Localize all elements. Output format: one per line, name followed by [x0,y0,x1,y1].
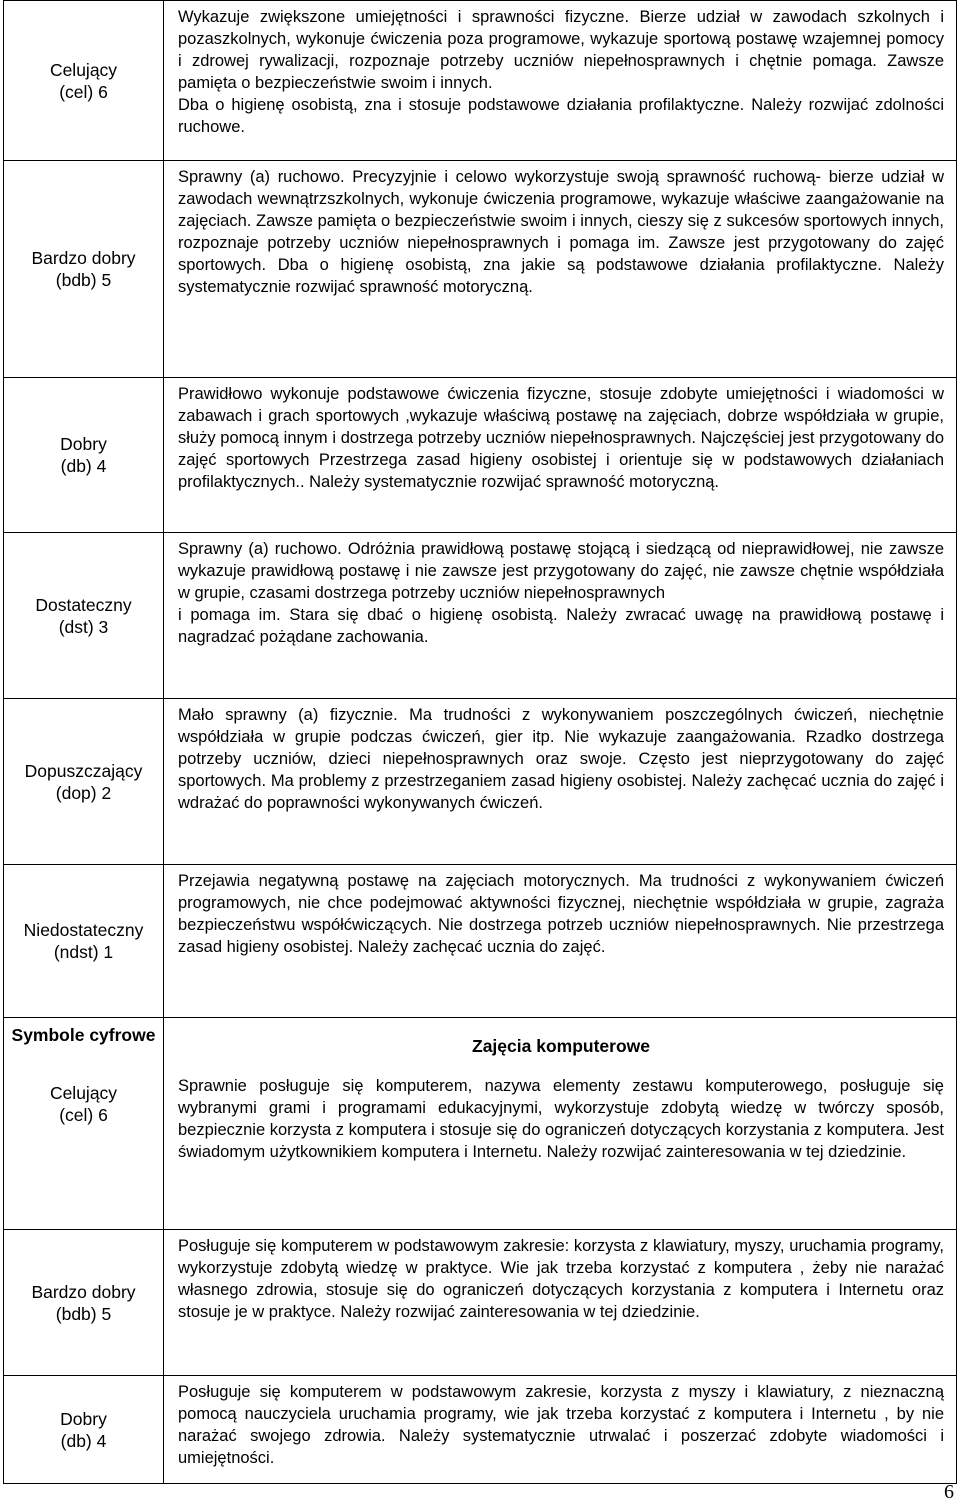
grade-abbreviation: (bdb) 5 [55,270,112,290]
grade-name: Bardzo dobry [31,1281,136,1302]
description-paragraph: Przejawia negatywną postawę na zajęciach motorycznych. Ma trudności z wykonywaniem ćwiczeń programowych, nie chce podejmować aktywności fizycznej, niechętnie współdziała w grupie, zagraża bezpieczeństwu współćwiczących. Nie dostrzega potrzeb uczniów niepełnosprawnych. Nie przestrzega zasad higieny osobistej. Należy zachęcać ucznia do zajęć. [178,872,944,956]
grade-cell [4,533,164,699]
grading-criteria-table [3,0,957,1484]
grade-name: Niedostateczny [23,920,144,940]
grade-cell [4,1,164,161]
symbol-column-header: Symbole cyfrowe [11,1025,156,1045]
table-row [4,1,957,161]
table-row [4,1230,957,1376]
description-paragraph: Prawidłowo wykonuje podstawowe ćwiczenia fizyczne, stosuje zdobyte umiejętności i wiadomości w zabawach i grach sportowych ,wykazuje właściwą postawę na zajęciach, dobrze współdziała w grupie, służy pomocą innym i dostrzega potrzeby uczniów niepełnosprawnych. Najczęściej jest przygotowany do zajęć sportowych Przestrzega zasad higieny osobistej i orientuje się w podstawowych działaniach profilaktycznych.. Należy systematycznie rozwijać sprawność motoryczną. [178,385,944,491]
grade-abbreviation: (dst) 3 [58,616,109,637]
description-paragraph: Sprawny (a) ruchowo. Precyzyjnie i celowo wykorzystuje swoją sprawność ruchową- bierze udział w zawodach wewnątrzszkolnych, wykonuje ćwiczenia programowe, wykazuje właściwe zaangażowanie na zajęciach. Zawsze pamięta o bezpieczeństwie swoim i innych, cieszy się z sukcesów sportowych innych, rozpoznaje potrzeby uczniów niepełnosprawnych i pomaga im. Zawsze jest przygotowany do zajęć sportowych. Dba o higienę osobistą, zna jakie są podstawowe działania profilaktyczne. Należy systematycznie rozwijać sprawność motoryczną. [178,168,944,296]
grade-name: Celujący [49,1083,118,1103]
table-row [4,865,957,1018]
grade-cell [4,1230,164,1376]
grade-name: Celujący [49,59,118,80]
grade-abbreviation: (cel) 6 [59,81,108,102]
grade-description [164,1,957,161]
grade-description [164,1018,957,1230]
description-paragraph: Mało sprawny (a) fizycznie. Ma trudności z wykonywaniem poszczególnych ćwiczeń, niechętnie współdziała w grupie podczas ćwiczeń, gier itp. Nie wykazuje zaangażowania. Rzadko dostrzega potrzeby uczniów, dzieci niepełnosprawnych oraz swoje. Często jest nieprzygotowany do zajęć sportowych. Ma problemy z przestrzeganiem zasad higieny osobistej. Należy zachęcać ucznia do zajęć i wdrażać do poprawności wykonywanych ćwiczeń. [178,706,944,812]
grade-abbreviation: (db) 4 [60,456,107,476]
page-number: 6 [944,1481,954,1503]
description-paragraph: Sprawnie posługuje się komputerem, nazywa elementy zestawu komputerowego, posługuje się wybranymi grami i programami edukacyjnymi, wykorzystuje zdobytą wiedzę w twórczy sposób, bezpiecznie korzysta z komputera i stosuje się do ograniczeń dotyczących korzystania z komputera. Jest świadomym użytkownikiem komputera i Internetu. Należy rozwijać zainteresowania w tej dziedzinie. [178,1077,944,1161]
grade-name: Dobry [60,1408,107,1429]
grade-cell [4,161,164,378]
grade-description [164,1376,957,1484]
description-paragraph: i pomaga im. Stara się dbać o higienę osobistą. Należy zwracać uwagę na prawidłową postawę i nagradzać pożądane zachowania. [178,606,944,646]
grade-abbreviation: (db) 4 [60,1430,107,1451]
grade-cell [4,699,164,865]
grade-cell [4,378,164,533]
grade-description [164,378,957,533]
grade-cell [4,865,164,1018]
grade-cell [4,1018,164,1230]
grade-name: Dostateczny [35,594,132,615]
grade-abbreviation: (dop) 2 [55,782,112,803]
section-title: Zajęcia komputerowe [472,1036,650,1056]
table-row [4,1018,957,1230]
grade-name: Bardzo dobry [31,248,136,268]
table-row [4,378,957,533]
grade-abbreviation: (cel) 6 [59,1105,108,1125]
grade-description [164,533,957,699]
description-paragraph: Sprawny (a) ruchowo. Odróżnia prawidłową postawę stojącą i siedzącą od nieprawidłowej, nie zawsze wykazuje prawidłową postawę i nie zawsze jest przygotowany do zajęć, nie zawsze chętnie współdziała w grupie, czasami dostrzega potrzeby uczniów niepełnosprawnych [178,540,944,602]
table-row [4,533,957,699]
description-paragraph: Wykazuje zwiększone umiejętności i sprawności fizyczne. Bierze udział w zawodach szkolnych i pozaszkolnych, wykonuje ćwiczenia poza programowe, wykazuje sportową postawę wzajemnej pomocy i zdrowej rywalizacji, rozpoznaje potrzeby uczniów niepełnosprawnych i chętnie pomaga. Zawsze pamięta o bezpieczeństwie swoim i innych. [178,8,944,92]
grade-description [164,1230,957,1376]
grade-abbreviation: (bdb) 5 [55,1303,112,1324]
grade-description [164,865,957,1018]
description-paragraph: Posługuje się komputerem w podstawowym zakresie, korzysta z myszy i klawiatury, z nieznaczną pomocą nauczyciela uruchamia programy, wie jak trzeba korzystać z komputera i Internetu , by nie narażać swojego zdrowia. Należy systematycznie utrwalać i poszerzać zdobyte wiadomości i umiejętności. [178,1383,944,1467]
table-row [4,1376,957,1484]
grade-abbreviation: (ndst) 1 [53,942,114,962]
grade-name: Dobry [60,434,107,454]
grade-description [164,161,957,378]
grade-name: Dopuszczający [24,760,143,781]
grade-description [164,699,957,865]
grade-cell [4,1376,164,1484]
description-paragraph: Posługuje się komputerem w podstawowym zakresie: korzysta z klawiatury, myszy, uruchamia programy, wykorzystuje zdobytą wiedzę w praktyce. Wie jak trzeba korzystać z komputera , żeby nie narażać własnego zdrowia, stosuje się do ograniczeń dotyczących korzystania z komputera i Internetu oraz stosuje je w praktyce. Należy rozwijać zainteresowania w tej dziedzinie. [178,1237,944,1321]
description-paragraph: Dba o higienę osobistą, zna i stosuje podstawowe działania profilaktyczne. Należy rozwijać zdolności ruchowe. [178,96,944,136]
table-row [4,699,957,865]
table-row [4,161,957,378]
